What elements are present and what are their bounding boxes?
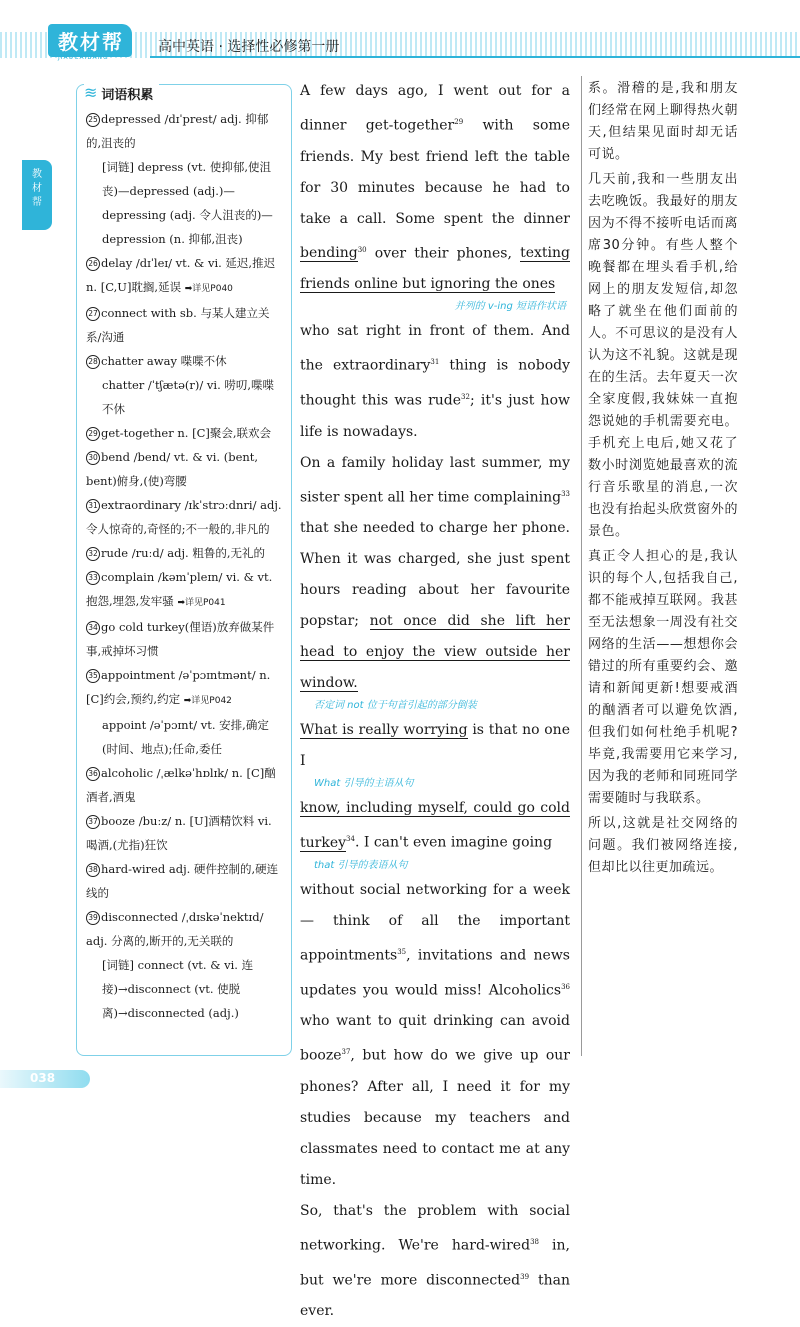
column-divider xyxy=(581,76,582,1056)
page-number: 038 xyxy=(30,1071,56,1085)
underlined-phrase: texting friends online but ignoring the ones xyxy=(300,245,570,293)
entry-number: 36 xyxy=(86,767,100,781)
paragraph-3 xyxy=(300,715,570,1196)
entry-text: alcoholic /ˌælkəˈhɒlɪk/ n. [C]酗酒者,酒鬼 xyxy=(86,766,276,804)
text: in, but we're more disconnected xyxy=(300,1237,570,1289)
header-rule xyxy=(150,56,800,58)
entry-text: complain /kəmˈpleɪn/ vi. & vt. 抱怨,埋怨,发牢骚 xyxy=(86,570,273,608)
page-title: 高中英语 · 选择性必修第一册 xyxy=(158,39,340,55)
footnote-marker: 33 xyxy=(561,489,570,498)
entry-number: 31 xyxy=(86,499,100,513)
underlined-word: bending xyxy=(300,245,358,262)
entry-number: 38 xyxy=(86,863,100,877)
vocab-entry xyxy=(86,857,283,905)
text: , but how do we give up our phones? After all, I need it for my studies because my teachers and classmates need to contact me at any time. xyxy=(300,1047,570,1188)
entry-number: 37 xyxy=(86,815,100,829)
vocab-entry xyxy=(86,615,283,663)
text: who want to quit drinking can avoid booze xyxy=(300,1013,570,1064)
entry-subtext: appoint /əˈpɔɪnt/ vt. 安排,确定(时间、地点);任命,委任 xyxy=(102,718,269,756)
entry-text: depressed /dɪˈprest/ adj. 抑郁的,沮丧的 xyxy=(86,112,269,150)
entry-text: booze /buːz/ n. [U]酒精饮料 vi. 喝酒,(尤指)狂饮 xyxy=(86,814,272,852)
grammar-note: 否定词 not 位于句首引起的部分倒装 xyxy=(314,700,477,712)
entry-number: 27 xyxy=(86,307,100,321)
translation-column xyxy=(588,78,738,882)
page-reference: ➡详见P041 xyxy=(177,598,226,608)
text: is that no one I xyxy=(300,722,570,770)
brand-name: 教材帮 xyxy=(48,24,132,57)
grammar-note: 并列的 v-ing 短语作状语 xyxy=(454,301,566,313)
translation-paragraph: 几天前,我和一些朋友出去吃晚饭。我最好的朋友因为不得不接听电话而离席30分钟。有些人整个晚餐都在埋头看手机,给网上的朋友发短信,却忽略了就坐在他们面前的人。不可思议的是没有人认为这不礼貌。这就是现在的生活。去年夏天一次全家度假,我妹妹一直抱怨说她的手机需要充电。手机充上电后,她又花了数小时浏览她最喜欢的流行音乐歌星的消息,一次也没有抬起头欣赏窗外的景色。 xyxy=(588,172,738,539)
text: than ever. xyxy=(300,1272,570,1320)
vocab-entry xyxy=(86,809,283,857)
page-reference: ➡详见P040 xyxy=(184,284,233,294)
entry-text: go cold turkey(俚语)放弃做某件事,戒掉坏习惯 xyxy=(86,620,275,658)
text: On a family holiday last summer, my sister spent all her time complaining xyxy=(300,454,570,506)
entry-text: disconnected /ˌdɪskəˈnektɪd/ adj. 分离的,断开的,无关联的 xyxy=(86,910,264,948)
paragraph-2 xyxy=(300,448,570,716)
text: thing is nobody thought this was rude xyxy=(300,357,570,409)
vocab-entry xyxy=(86,445,283,493)
entry-text: appointment /əˈpɔɪntmənt/ n. [C]约会,预约,约定 xyxy=(86,668,271,706)
vocab-entry xyxy=(86,421,283,445)
vocab-entry xyxy=(86,541,283,565)
side-tab-label: 教材帮 xyxy=(32,169,42,208)
entry-text: chatter away 喋喋不休 xyxy=(101,354,227,368)
vocab-entry xyxy=(86,493,283,541)
entry-number: 39 xyxy=(86,911,100,925)
entry-subtext: [词链] connect (vt. & vi. 连接)→disconnect (vt. 使脱离)→disconnected (adj.) xyxy=(102,958,254,1020)
entry-text: bend /bend/ vt. & vi. (bent, bent)俯身,(使)弯腰 xyxy=(86,450,259,488)
underlined-phrase: know, including myself, could go cold turkey xyxy=(300,800,570,851)
paragraph-1 xyxy=(300,76,570,448)
entry-subtext: [词链] depress (vt. 使抑郁,使沮丧)—depressed (adj.)—depressing (adj. 令人沮丧的)—depression (n. 抑郁,沮丧) xyxy=(102,160,273,246)
underlined-phrase: What is really worrying xyxy=(300,722,468,739)
vocab-entry xyxy=(86,905,283,1025)
entry-text: hard-wired adj. 硬件控制的,硬连线的 xyxy=(86,862,279,900)
entry-number: 25 xyxy=(86,113,100,127)
footnote-marker: 38 xyxy=(530,1237,539,1246)
reading-passage xyxy=(300,76,570,1327)
footnote-marker: 36 xyxy=(561,982,570,991)
entry-subtext: chatter /ˈtʃætə(r)/ vi. 唠叨,喋喋不休 xyxy=(102,378,275,416)
entry-text: get-together n. [C]聚会,联欢会 xyxy=(101,426,272,440)
entry-text: extraordinary /ɪkˈstrɔːdnri/ adj. 令人惊奇的,奇怪的;不一般的,非凡的 xyxy=(86,498,282,536)
translation-paragraph: 真正令人担心的是,我认识的每个人,包括我自己,都不能戒掉互联网。我甚至无法想象一周没有社交网络的生活——想想你会错过的所有重要约会、邀请和新闻更新!想要戒酒的酗酒者可以避免饮酒,但我们如何杜绝手机呢?毕竟,我需要用它来学习,因为我的老师和同班同学需要随时与我联系。 xyxy=(588,549,738,806)
footnote-marker: 35 xyxy=(397,947,407,956)
entry-number: 29 xyxy=(86,427,100,441)
entry-number: 30 xyxy=(86,451,100,465)
entry-number: 32 xyxy=(86,547,100,561)
footnote-marker: 37 xyxy=(341,1048,351,1057)
grammar-note: that 引导的表语从句 xyxy=(314,859,408,871)
text: over their phones, xyxy=(366,245,521,262)
footnote-marker: 32 xyxy=(461,392,470,401)
entry-text: connect with sb. 与某人建立关系/沟通 xyxy=(86,306,270,344)
grammar-note: What 引导的主语从句 xyxy=(314,778,414,790)
translation-paragraph: 所以,这就是社交网络的问题。我们被网络连接,但却比以往更加疏远。 xyxy=(588,816,738,875)
entry-text: rude /ruːd/ adj. 粗鲁的,无礼的 xyxy=(101,546,266,560)
entry-number: 35 xyxy=(86,669,100,683)
vocab-entry xyxy=(86,107,283,251)
footnote-marker: 31 xyxy=(430,358,440,367)
translation-paragraph: 系。滑稽的是,我和朋友们经常在网上聊得热火朝天,但结果见面时却无话可说。 xyxy=(588,81,738,162)
entry-text: delay /dɪˈleɪ/ vt. & vi. 延迟,推迟 n. [C,U]耽搁,延误 xyxy=(86,256,276,294)
layers-icon: ≋ xyxy=(84,83,98,102)
text: with some friends. My best friend left the table for 30 minutes because he had to take a call. Some spent the dinner xyxy=(300,117,570,227)
footnote-marker: 39 xyxy=(520,1272,530,1281)
page-reference: ➡详见P042 xyxy=(183,696,232,706)
vocabulary-panel xyxy=(76,84,292,1056)
text: , invitations and news updates you would miss! Alcoholics xyxy=(300,947,570,999)
text: A few days ago, I went out for a dinner get-together xyxy=(300,83,570,134)
entry-number: 28 xyxy=(86,355,100,369)
vocab-entry xyxy=(86,663,283,761)
underlined-phrase: not once did she lift her head to enjoy the view outside her window. xyxy=(300,613,570,692)
vocabulary-title: 词语积累 xyxy=(101,87,154,103)
footnote-marker: 34 xyxy=(346,835,355,844)
brand-subtitle: JIAOCAIBANG xyxy=(58,54,109,61)
text: . I can't even imagine going xyxy=(354,834,553,851)
vocab-entry xyxy=(86,301,283,349)
vocab-entry xyxy=(86,761,283,809)
text: who sat right in front of them. And the extraordinary xyxy=(300,323,570,374)
text: So, that's the problem with social networking. We're hard-wired xyxy=(300,1202,570,1254)
footnote-marker: 29 xyxy=(454,118,464,126)
text: ; it's just how life is nowadays. xyxy=(300,392,570,440)
vocab-entry xyxy=(86,251,283,301)
text: that she needed to charge her phone. When it was charged, she just spent hours reading about her favourite popstar; xyxy=(300,520,570,630)
vocab-entry xyxy=(86,349,283,421)
vocabulary-header xyxy=(84,83,159,103)
brand-logo xyxy=(48,24,144,64)
entry-number: 26 xyxy=(86,257,100,271)
paragraph-4 xyxy=(300,1196,570,1327)
vocab-entry xyxy=(86,565,283,615)
entry-number: 34 xyxy=(86,621,100,635)
entry-number: 33 xyxy=(86,571,100,585)
text: without social networking for a week — think of all the important appointments xyxy=(300,881,570,964)
footnote-marker: 30 xyxy=(357,245,367,254)
